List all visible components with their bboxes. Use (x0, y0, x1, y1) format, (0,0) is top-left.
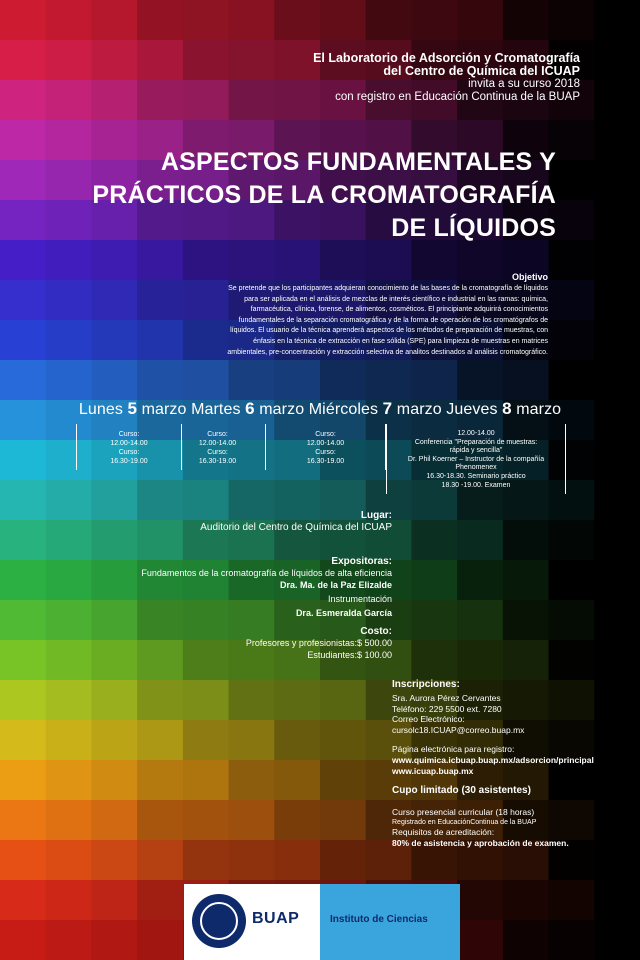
expositoras-section (141, 556, 392, 619)
grid-tile (457, 880, 503, 921)
grid-tile (274, 840, 320, 881)
grid-tile (46, 240, 92, 281)
grid-tile (411, 520, 457, 561)
grid-tile (594, 280, 640, 321)
grid-tile (320, 800, 366, 841)
grid-tile (91, 0, 137, 41)
grid-tile (503, 640, 549, 681)
grid-tile (91, 360, 137, 401)
grid-tile (229, 840, 275, 881)
header (100, 52, 580, 104)
grid-tile (274, 0, 320, 41)
buap-logo-text: BUAP (252, 910, 300, 927)
grid-tile (46, 0, 92, 41)
lugar-section (200, 510, 392, 535)
registration-url-1[interactable]: www.quimica.icbuap.buap.mx/adsorcion/principal (392, 754, 594, 765)
grid-tile (229, 360, 275, 401)
grid-tile (594, 480, 640, 521)
grid-tile (91, 280, 137, 321)
note-1: Curso presencial curricular (18 horas) (392, 807, 535, 818)
costo-heading: Costo: (360, 626, 392, 637)
day-1: Lunes 5 marzo (78, 399, 187, 418)
grid-tile (0, 640, 46, 681)
grid-tile (137, 640, 183, 681)
grid-tile (503, 880, 549, 921)
grid-tile (137, 880, 183, 921)
page-title (36, 146, 556, 245)
grid-tile (229, 760, 275, 801)
email-label: Correo Electrónico: (392, 714, 465, 725)
objetivo-heading: Objetivo (511, 272, 548, 282)
schedule-day-3: Curso: 12.00-14.00 Curso: 16.30-19.00 (266, 424, 386, 470)
grid-tile (503, 0, 549, 41)
grid-tile (503, 600, 549, 641)
grid-tile (0, 680, 46, 721)
grid-tile (320, 720, 366, 761)
grid-tile (183, 800, 229, 841)
grid-tile (46, 320, 92, 361)
lugar-heading: Lugar: (360, 510, 392, 521)
inscripciones-heading: Inscripciones: (392, 679, 460, 690)
grid-tile (91, 720, 137, 761)
grid-tile (137, 800, 183, 841)
grid-tile (0, 920, 46, 960)
day-3: Miércoles 7 marzo (308, 399, 442, 418)
grid-tile (0, 480, 46, 521)
costo-line-2: Estudiantes:$ 100.00 (307, 650, 392, 660)
grid-tile (549, 240, 595, 281)
grid-tile (411, 560, 457, 601)
grid-tile (229, 800, 275, 841)
costo-line-1: Profesores y profesionistas:$ 500.00 (245, 638, 392, 648)
buap-seal-inner-ring (200, 902, 238, 940)
grid-tile (183, 0, 229, 41)
grid-tile (594, 160, 640, 201)
grid-tile (229, 680, 275, 721)
grid-tile (594, 320, 640, 361)
grid-tile (0, 520, 46, 561)
grid-tile (137, 680, 183, 721)
grid-tile (91, 320, 137, 361)
grid-tile (274, 720, 320, 761)
grid-tile (457, 240, 503, 281)
grid-tile (0, 760, 46, 801)
grid-tile (91, 840, 137, 881)
grid-tile (137, 520, 183, 561)
grid-tile (0, 0, 46, 41)
header-line-2: del Centro de Química del ICUAP (383, 64, 580, 78)
schedule-day-2: Curso: 12.00-14.00 Curso: 16.30-19.00 (170, 424, 266, 470)
grid-tile (320, 0, 366, 41)
grid-tile (503, 360, 549, 401)
title-line-1: ASPECTOS FUNDAMENTALES Y (160, 148, 556, 176)
grid-tile (46, 80, 92, 121)
grid-tile (274, 240, 320, 281)
grid-tile (46, 560, 92, 601)
grid-tile (594, 640, 640, 681)
grid-tile (183, 680, 229, 721)
grid-tile (137, 760, 183, 801)
expositoras-heading: Expositoras: (331, 556, 392, 567)
contact-email[interactable]: cursolc18.ICUAP@correo.buap.mx (392, 725, 525, 736)
grid-tile (594, 440, 640, 481)
grid-tile (366, 0, 412, 41)
grid-tile (549, 600, 595, 641)
grid-tile (183, 720, 229, 761)
cupo-limitado: Cupo limitado (30 asistentes) (392, 785, 531, 797)
registration-url-2[interactable]: www.icuap.buap.mx (392, 765, 474, 776)
day-4: Jueves 8 marzo (446, 399, 562, 418)
grid-tile (549, 280, 595, 321)
grid-tile (46, 880, 92, 921)
title-line-2: PRÁCTICOS DE LA CROMATOGRAFÍA (92, 181, 556, 209)
grid-tile (46, 480, 92, 521)
grid-tile (503, 520, 549, 561)
grid-tile (0, 600, 46, 641)
grid-tile (137, 720, 183, 761)
grid-tile (0, 80, 46, 121)
grid-tile (0, 800, 46, 841)
grid-tile (411, 360, 457, 401)
grid-tile (549, 560, 595, 601)
grid-tile (0, 440, 46, 481)
day-2: Martes 6 marzo (191, 399, 305, 418)
grid-tile (594, 80, 640, 121)
grid-tile (229, 720, 275, 761)
grid-tile (91, 800, 137, 841)
grid-tile (457, 360, 503, 401)
grid-tile (229, 0, 275, 41)
grid-tile (457, 640, 503, 681)
grid-tile (183, 240, 229, 281)
contact-phone: Teléfono: 229 5500 ext. 7280 (392, 703, 502, 714)
grid-tile (91, 920, 137, 960)
grid-tile (0, 40, 46, 81)
grid-tile (183, 760, 229, 801)
instituto-logo-text: Instituto de Ciencias (330, 914, 428, 925)
grid-tile (137, 840, 183, 881)
grid-tile (594, 40, 640, 81)
grid-tile (137, 280, 183, 321)
expositora-name-1: Dra. Ma. de la Paz Elizalde (279, 580, 392, 590)
grid-tile (594, 920, 640, 960)
grid-tile (91, 480, 137, 521)
grid-tile (274, 760, 320, 801)
expositoras-topic-1: Fundamentos de la cromatografía de líquidos de alta eficiencia (141, 568, 392, 578)
grid-tile (137, 0, 183, 41)
web-label: Página electrónica para registro: (392, 743, 515, 754)
expositora-name-2: Dra. Esmeralda García (295, 608, 392, 618)
grid-tile (91, 520, 137, 561)
header-line-1: El Laboratorio de Adsorción y Cromatografía (313, 51, 580, 65)
grid-tile (411, 240, 457, 281)
grid-tile (549, 0, 595, 41)
note-2: Registrado en EducaciónContinua de la BUAP (392, 818, 537, 826)
grid-tile (91, 600, 137, 641)
grid-tile (366, 360, 412, 401)
contact-name: Sra. Aurora Pérez Cervantes (392, 692, 501, 703)
grid-tile (46, 920, 92, 960)
grid-tile (0, 360, 46, 401)
grid-tile (91, 760, 137, 801)
grid-tile (46, 680, 92, 721)
grid-tile (137, 240, 183, 281)
grid-tile (320, 240, 366, 281)
grid-tile (320, 680, 366, 721)
grid-tile (594, 600, 640, 641)
grid-tile (137, 920, 183, 960)
grid-tile (91, 640, 137, 681)
grid-tile (46, 760, 92, 801)
grid-tile (274, 680, 320, 721)
grid-tile (229, 240, 275, 281)
grid-tile (0, 560, 46, 601)
grid-tile (274, 360, 320, 401)
grid-tile (91, 560, 137, 601)
grid-tile (457, 520, 503, 561)
grid-tile (0, 280, 46, 321)
inscripciones-section (392, 680, 632, 849)
objetivo-text: Se pretende que los participantes adquieran conocimiento de las bases de la cromatografía de líquidos para ser aplicada en el análisis de mezclas de interés científico e industrial en las ramas: química, farmacéutica, clínica, forense, de alimentos, cosméticos. El principiante adquirirá conocimientos fundamentales de la separación cromatográfica y de la forma de operación de los cromatógrafos de líquidos. El usuario de la técnica aprenderá aspectos de los métodos de preparación de muestras, con énfasis en la técnica de extracción en fase sólida (SPE) para limpieza de muestras en matrices ambientales, pre-concentración y extracción selectiva de analitos destinados al análisis cromatográfico. (227, 285, 548, 356)
grid-tile (0, 240, 46, 281)
grid-tile (91, 680, 137, 721)
grid-tile (274, 800, 320, 841)
schedule-day-1: Curso: 12.00-14.00 Curso: 16.30-19.00 (76, 424, 182, 470)
header-line-4: con registro en Educación Continua de la BUAP (335, 91, 580, 103)
grid-tile (594, 200, 640, 241)
grid-tile (594, 880, 640, 921)
schedule-day-4: 12.00-14.00 Conferencia "Preparación de muestras: rápida y sencilla" Dr. Phil Koerner – Instructor de la compañía Phenomenex 16.30-18.30. Seminario práctico 18.30 -19.00. Examen (386, 424, 566, 494)
grid-tile (594, 0, 640, 41)
grid-tile (549, 520, 595, 561)
grid-tile (137, 480, 183, 521)
grid-tile (46, 600, 92, 641)
grid-tile (411, 640, 457, 681)
grid-tile (46, 520, 92, 561)
grid-tile (549, 320, 595, 361)
grid-tile (0, 880, 46, 921)
note-3: Requisitos de acreditación: (392, 826, 495, 837)
lugar-text: Auditorio del Centro de Química del ICUAP (200, 522, 392, 533)
grid-tile (594, 520, 640, 561)
grid-tile (457, 600, 503, 641)
grid-tile (594, 240, 640, 281)
grid-tile (366, 240, 412, 281)
grid-tile (549, 360, 595, 401)
title-line-3: DE LÍQUIDOS (391, 214, 556, 242)
grid-tile (183, 360, 229, 401)
grid-tile (46, 840, 92, 881)
grid-tile (503, 560, 549, 601)
grid-tile (46, 40, 92, 81)
grid-tile (320, 760, 366, 801)
grid-tile (457, 920, 503, 960)
grid-tile (46, 720, 92, 761)
grid-tile (46, 280, 92, 321)
grid-tile (0, 720, 46, 761)
grid-tile (0, 320, 46, 361)
grid-tile (183, 840, 229, 881)
grid-tile (457, 0, 503, 41)
grid-tile (137, 320, 183, 361)
grid-tile (549, 880, 595, 921)
grid-tile (46, 360, 92, 401)
days-row (0, 399, 640, 419)
grid-tile (320, 360, 366, 401)
grid-tile (91, 880, 137, 921)
grid-tile (457, 560, 503, 601)
grid-tile (594, 360, 640, 401)
grid-tile (503, 920, 549, 960)
grid-tile (594, 560, 640, 601)
note-4: 80% de asistencia y aprobación de examen. (392, 837, 569, 848)
grid-tile (549, 920, 595, 960)
grid-tile (137, 360, 183, 401)
grid-tile (411, 600, 457, 641)
grid-tile (46, 640, 92, 681)
grid-tile (0, 840, 46, 881)
grid-tile (91, 240, 137, 281)
grid-tile (46, 800, 92, 841)
costo-section (246, 626, 392, 661)
header-line-3: invita a su curso 2018 (468, 78, 580, 90)
expositoras-topic-2: Instrumentación (327, 594, 392, 604)
grid-tile (320, 840, 366, 881)
grid-tile (411, 0, 457, 41)
grid-tile (594, 120, 640, 161)
grid-tile (549, 640, 595, 681)
grid-tile (183, 640, 229, 681)
